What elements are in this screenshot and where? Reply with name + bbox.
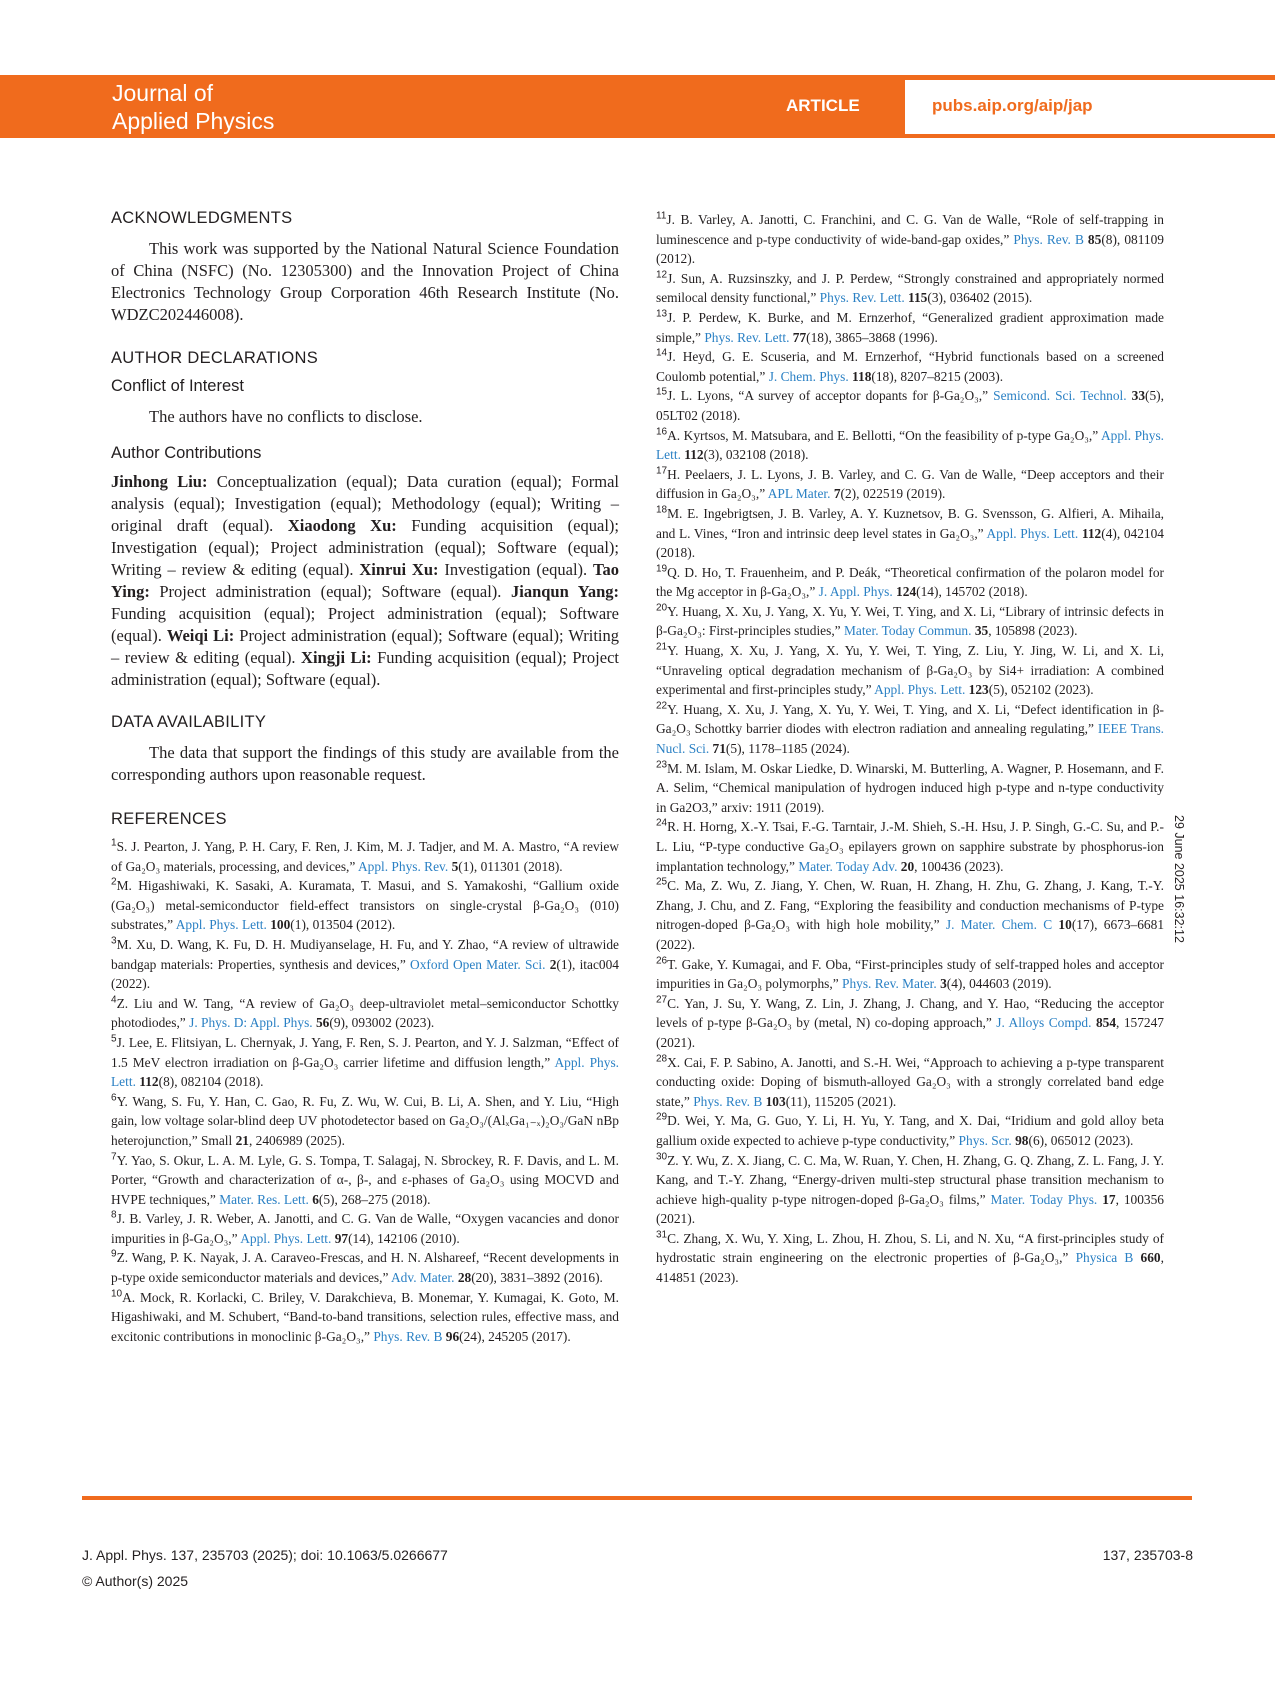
reference-number: 8	[111, 1209, 117, 1221]
reference-volume: 118	[852, 368, 872, 384]
reference-text: C. Yan, J. Su, Y. Wang, Z. Lin, J. Zhang, J. Chang, and Y. Hao, “Reducing the acceptor levels of p-type β-Ga₂O₃ by (metal, N) co-doping approach,”	[656, 995, 1164, 1031]
reference-volume: 660	[1140, 1250, 1161, 1266]
contrib-roles: Conceptualization (equal); Data curation (equal); Formal analysis (equal); Investigation (equal); Methodology (equal); Writing – original draft (equal).	[111, 472, 620, 535]
reference-item	[656, 308, 1164, 347]
reference-number: 31	[656, 1229, 668, 1241]
reference-item	[656, 759, 1164, 818]
reference-list-right	[656, 210, 1164, 1288]
reference-item	[111, 1151, 619, 1210]
reference-text: J. Lee, E. Flitsiyan, L. Chernyak, J. Yang, F. Ren, S. J. Pearton, and Y. J. Salzman, “Effect of 1.5 MeV electron irradiation on β-Ga₂O₃ carrier lifetime and diffusion length,”	[111, 1034, 619, 1070]
contrib-name: Xiaodong Xu:	[287, 516, 397, 535]
contrib-name: Jianqun Yang:	[510, 582, 619, 601]
reference-number: 2	[111, 876, 117, 888]
reference-pages: (9), 093002 (2023).	[329, 1015, 435, 1031]
ack-heading: ACKNOWLEDGMENTS	[111, 209, 293, 227]
reference-volume: 112	[1081, 525, 1102, 541]
contrib-name: Tao Ying:	[111, 560, 619, 601]
reference-pages: (1), itac004 (2022).	[111, 956, 619, 992]
reference-pages: (4), 044603 (2019).	[946, 976, 1052, 992]
reference-journal-link[interactable]: Physica B	[1075, 1250, 1141, 1266]
reference-volume: 21	[235, 1132, 249, 1148]
reference-journal-link[interactable]: Mater. Today Phys.	[990, 1191, 1103, 1207]
reference-pages: (6), 065012 (2023).	[1028, 1132, 1134, 1148]
reference-volume: 96	[445, 1328, 460, 1344]
reference-number: 17	[656, 465, 668, 477]
reference-item	[111, 837, 619, 876]
reference-number: 26	[656, 955, 668, 967]
reference-item	[111, 1033, 619, 1092]
reference-number: 10	[111, 1288, 123, 1300]
reference-volume: 7	[833, 486, 841, 502]
reference-item	[111, 1288, 619, 1347]
contrib-name: Xinrui Xu:	[359, 560, 439, 579]
reference-volume: 100	[270, 917, 291, 933]
reference-item	[111, 935, 619, 994]
reference-volume: 85	[1087, 231, 1102, 247]
reference-text: Y. Huang, X. Xu, J. Yang, X. Yu, Y. Wei, T. Ying, and X. Li, “Library of intrinsic defects in β-Ga₂O₃: First-principles studies,”	[656, 603, 1164, 639]
ack-text: This work was supported by the National Natural Science Foundation of China (NSFC) (No. 12305300) and the Innovation Project of China Electronics Technology Group Corporation 46th Research Institute (No. WDZC202446008).	[111, 239, 619, 324]
reference-text: J. Sun, A. Ruzsinszky, and J. P. Perdew, “Strongly constrained and appropriately normed semilocal density functional,”	[656, 270, 1164, 306]
reference-pages: (2), 022519 (2019).	[840, 486, 946, 502]
reference-volume: 17	[1102, 1191, 1116, 1207]
reference-journal-link[interactable]: Mater. Today Commun.	[843, 623, 975, 639]
left-column	[111, 209, 619, 1346]
contributions-heading: Author Contributions	[111, 444, 262, 462]
reference-journal-link[interactable]: Mater. Res. Lett.	[219, 1191, 313, 1207]
reference-text: J. P. Perdew, K. Burke, and M. Ernzerhof, “Generalized gradient approximation made simple,”	[656, 309, 1164, 345]
reference-pages: (11), 115205 (2021).	[785, 1093, 897, 1109]
reference-text: M. Higashiwaki, K. Sasaki, A. Kuramata, T. Masui, and S. Yamakoshi, “Gallium oxide (Ga₂O₃) metal-semiconductor field-effect transistors on single-crystal β-Ga₂O₃ (010) substrates,”	[111, 878, 619, 933]
reference-volume: 71	[712, 741, 726, 757]
reference-item	[656, 386, 1164, 425]
reference-number: 27	[656, 994, 668, 1006]
reference-volume: 5	[451, 858, 459, 874]
contrib-roles: Project administration (equal); Software (equal); Writing – review & editing (equal).	[111, 626, 619, 667]
reference-journal-link[interactable]: Appl. Phys. Rev.	[357, 858, 452, 874]
contrib-roles: Funding acquisition (equal); Project administration (equal); Software (equal).	[111, 604, 619, 645]
reference-pages: (17), 6673–6681 (2022).	[656, 917, 1165, 952]
declarations-heading: AUTHOR DECLARATIONS	[111, 349, 319, 367]
references-heading: REFERENCES	[111, 810, 227, 828]
footer-citation: J. Appl. Phys. 137, 235703 (2025); doi: 10.1063/5.0266677	[82, 1547, 448, 1563]
reference-pages: (18), 8207–8215 (2003).	[871, 368, 1004, 384]
reference-text: H. Peelaers, J. L. Lyons, J. B. Varley, and C. G. Van de Walle, “Deep acceptors and their diffusion in Ga₂O₃,”	[656, 466, 1164, 502]
data-availability-text: The data that support the findings of this study are available from the corresponding authors upon reasonable request.	[111, 743, 619, 784]
reference-journal-link[interactable]: J. Appl. Phys.	[818, 584, 897, 600]
reference-pages: (20), 3831–3892 (2016).	[471, 1270, 603, 1286]
reference-number: 1	[111, 837, 117, 849]
reference-text: M. E. Ingebrigtsen, J. B. Varley, A. Y. Kuznetsov, B. G. Svensson, G. Alfieri, A. Mihaila, and L. Vines, “Iron and intrinsic deep level states in Ga₂O₃,”	[656, 505, 1164, 541]
reference-item	[656, 426, 1164, 465]
reference-pages: , 2406989 (2025).	[248, 1132, 345, 1148]
reference-item	[111, 1209, 619, 1248]
reference-text: Y. Huang, X. Xu, J. Yang, X. Yu, Y. Wei, T. Ying, and X. Li, “Defect identification in β-Ga₂O₃ Schottky barrier diodes with electron radiation and annealing regulating,”	[656, 701, 1164, 737]
reference-item	[656, 876, 1164, 954]
reference-journal-link[interactable]: Phys. Rev. B	[1013, 231, 1088, 247]
reference-item	[656, 269, 1164, 308]
reference-text: J. B. Varley, J. R. Weber, A. Janotti, and C. G. Van de Walle, “Oxygen vacancies and donor impurities in β-Ga₂O₃,”	[111, 1211, 619, 1246]
reference-volume: 97	[334, 1230, 349, 1246]
reference-volume: 112	[684, 447, 704, 463]
reference-journal-link[interactable]: Phys. Rev. Lett.	[819, 290, 909, 306]
reference-journal-link[interactable]: APL Mater.	[767, 486, 834, 502]
reference-pages: (3), 036402 (2015).	[927, 290, 1033, 306]
contrib-name: Xingji Li:	[301, 648, 372, 667]
contrib-roles: Funding acquisition (equal); Investigation (equal); Project administration (equal); Software (equal); Writing – review & editing (equal).	[111, 516, 619, 579]
reference-journal-link[interactable]: Appl. Phys. Lett.	[240, 1230, 335, 1246]
reference-number: 4	[111, 994, 117, 1006]
reference-journal-link[interactable]: Phys. Rev. B	[693, 1093, 766, 1109]
reference-item	[111, 994, 619, 1033]
reference-volume: 20	[900, 858, 915, 874]
reference-number: 25	[656, 876, 668, 888]
reference-volume: 77	[792, 329, 807, 345]
reference-item	[656, 1229, 1164, 1288]
reference-journal-link[interactable]: Appl. Phys. Lett.	[175, 917, 271, 933]
reference-number: 16	[656, 426, 668, 438]
reference-item	[656, 563, 1164, 602]
reference-text: Y. Huang, X. Xu, J. Yang, X. Yu, Y. Wei, T. Ying, Z. Liu, Y. Jing, W. Li, and X. Li, “Unraveling optical degradation mechanism of β-Ga₂O₃ by Si4+ irradiation: A combined experimental and first-principles study,”	[656, 643, 1164, 698]
reference-journal-link[interactable]: Adv. Mater.	[391, 1270, 458, 1286]
reference-pages: (14), 145702 (2018).	[916, 584, 1028, 600]
reference-text: X. Cai, F. P. Sabino, A. Janotti, and S.-H. Wei, “Approach to achieving a p-type transparent conducting oxide: Doping of bismuth-alloyed Ga₂O₃ with a strongly correlated band edge state,”	[656, 1054, 1164, 1109]
reference-text: D. Wei, Y. Ma, G. Guo, Y. Li, H. Yu, Y. Tang, and X. Dai, “Iridium and gold alloy beta gallium oxide expected to achieve p-type conductivity,”	[656, 1113, 1164, 1148]
data-availability-heading: DATA AVAILABILITY	[111, 713, 267, 731]
reference-pages: (18), 3865–3868 (1996).	[806, 329, 938, 345]
reference-number: 3	[111, 935, 117, 947]
contrib-roles: Project administration (equal); Software (equal).	[149, 582, 511, 601]
reference-number: 30	[656, 1151, 668, 1163]
reference-item	[111, 1092, 619, 1151]
reference-journal-link[interactable]: Phys. Rev. Mater.	[842, 976, 941, 992]
reference-pages: (3), 032108 (2018).	[703, 447, 809, 463]
reference-number: 13	[656, 308, 668, 320]
reference-item	[656, 817, 1164, 876]
journal-title-line1: Journal of	[112, 80, 214, 106]
reference-item	[656, 700, 1164, 759]
reference-pages: , 100436 (2023).	[914, 858, 1004, 874]
reference-volume: 3	[940, 976, 947, 992]
reference-pages: (8), 082104 (2018).	[158, 1074, 264, 1090]
reference-text: M. M. Islam, M. Oskar Liedke, D. Winarski, M. Butterling, A. Wagner, P. Hosemann, and F. A. Selim, “Chemical manipulation of hydrogen induced high p-type and n-type conductivity in Ga2O3,” arxiv: 1911 (2019).	[656, 760, 1164, 815]
reference-text: S. J. Pearton, J. Yang, P. H. Cary, F. Ren, J. Kim, M. J. Tadjer, and M. A. Mastro, “A review of Ga₂O₃ materials, processing, and devices,”	[111, 839, 619, 874]
reference-item	[111, 876, 619, 935]
reference-pages: (1), 013504 (2012).	[290, 917, 396, 933]
reference-volume: 6	[312, 1191, 319, 1207]
reference-pages: (4), 042104 (2018).	[656, 525, 1165, 561]
reference-journal-link[interactable]: Semicond. Sci. Technol.	[993, 388, 1132, 404]
reference-item	[656, 641, 1164, 700]
reference-volume: 854	[1095, 1015, 1117, 1031]
reference-item	[656, 1151, 1164, 1229]
reference-text: Q. D. Ho, T. Frauenheim, and P. Deák, “Theoretical confirmation of the polaron model for the Mg acceptor in β-Ga₂O₃,”	[656, 564, 1164, 600]
reference-journal-link[interactable]: Appl. Phys. Lett.	[986, 525, 1082, 541]
reference-journal-link[interactable]: Mater. Today Adv.	[798, 858, 901, 874]
reference-volume: 124	[896, 584, 917, 600]
reference-number: 11	[656, 210, 667, 222]
reference-journal-link[interactable]: Appl. Phys. Lett.	[111, 1054, 619, 1090]
reference-text: A. Kyrtsos, M. Matsubara, and E. Bellotti, “On the feasibility of p-type Ga₂O₃,”	[667, 427, 1101, 443]
reference-pages: (5), 052102 (2023).	[988, 682, 1094, 698]
reference-volume: 2	[549, 956, 557, 972]
reference-text: Y. Wang, S. Fu, Y. Han, C. Gao, R. Fu, Z. Wu, W. Cui, B. Li, A. Shen, and Y. Liu, “High gain, low voltage solar-blind deep UV photodetector based on Ga₂O₃/(AlₓGa₁₋ₓ)₂O₃/GaN nBp heterojunction,” Small	[111, 1093, 619, 1148]
footer-page-number: 137, 235703-8	[1102, 1547, 1193, 1563]
reference-text: C. Zhang, X. Wu, Y. Xing, L. Zhou, H. Zhou, S. Li, and N. Xu, “A first-principles study of hydrostatic strain engineering on the electronic properties of β-Ga₂O₃,”	[656, 1230, 1164, 1266]
reference-number: 15	[656, 386, 668, 398]
reference-number: 24	[656, 817, 668, 829]
footer-copyright: © Author(s) 2025	[82, 1573, 189, 1589]
reference-item	[656, 1111, 1164, 1150]
reference-item	[656, 504, 1164, 563]
reference-journal-link[interactable]: J. Mater. Chem. C	[945, 917, 1059, 933]
reference-pages: (24), 245205 (2017).	[459, 1328, 571, 1344]
reference-text: Y. Yao, S. Okur, L. A. M. Lyle, G. S. Tompa, T. Salagaj, N. Sbrockey, R. F. Davis, and L. M. Porter, “Growth and characterization of α-, β-, and ε-phases of Ga₂O₃ using MOCVD and HVPE techniques,”	[111, 1152, 619, 1207]
journal-url-link[interactable]: pubs.aip.org/aip/jap	[932, 96, 1093, 115]
reference-text: J. B. Varley, A. Janotti, C. Franchini, and C. G. Van de Walle, “Role of self-trapping in luminescence and p-type conductivity of wide-band-gap oxides,”	[656, 212, 1164, 247]
reference-pages: , 100356 (2021).	[656, 1191, 1164, 1227]
reference-number: 14	[656, 347, 668, 359]
reference-journal-link[interactable]: Oxford Open Mater. Sci.	[410, 956, 550, 972]
reference-number: 12	[656, 269, 668, 281]
reference-pages: , 414851 (2023).	[656, 1250, 1164, 1286]
reference-number: 28	[656, 1053, 668, 1065]
reference-journal-link[interactable]: Appl. Phys. Lett.	[656, 427, 1164, 463]
article-label: ARTICLE	[786, 96, 860, 115]
reference-volume: 35	[974, 623, 989, 639]
reference-number: 18	[656, 504, 668, 516]
reference-item	[656, 994, 1164, 1053]
reference-journal-link[interactable]: Phys. Rev. Lett.	[704, 329, 793, 345]
reference-number: 9	[111, 1249, 117, 1260]
reference-journal-link[interactable]: Phys. Scr.	[958, 1132, 1016, 1148]
reference-journal-link[interactable]: IEEE Trans. Nucl. Sci.	[656, 721, 1164, 757]
reference-volume: 115	[908, 290, 928, 306]
reference-volume: 98	[1015, 1132, 1029, 1148]
reference-number: 22	[656, 700, 668, 712]
download-timestamp: 29 June 2025 16:32:12	[1172, 815, 1186, 943]
reference-text: T. Gake, Y. Kumagai, and F. Oba, “First-principles study of self-trapped holes and acceptor impurities in Ga₂O₃ polymorphs,”	[656, 956, 1164, 992]
reference-text: Z. Y. Wu, Z. X. Jiang, C. C. Ma, W. Ruan, Y. Chen, H. Zhang, G. Q. Zhang, Z. L. Fang, J. Y. Kang, and T.-Y. Zhang, “Energy-driven multi-step structural phase transition mechanism to achieve high-quality p-type nitrogen-doped β-Ga₂O₃ films,”	[656, 1152, 1164, 1207]
reference-text: A. Mock, R. Korlacki, C. Briley, V. Darakchieva, B. Monemar, Y. Kumagai, K. Goto, M. Higashiwaki, and M. Schubert, “Band-to-band transitions, selection rules, effective mass, and excitonic contributions in monoclinic β-Ga₂O₃,”	[111, 1289, 619, 1344]
reference-text: C. Ma, Z. Wu, Z. Jiang, Y. Chen, W. Ruan, H. Zhang, H. Zhu, G. Zhang, J. Kang, T.-Y. Zhang, J. Chu, and Z. Fang, “Exploring the feasibility and conduction mechanisms of P-type nitrogen-doped β-Ga₂O₃ with high hole mobility,”	[656, 878, 1164, 933]
reference-volume: 56	[315, 1015, 330, 1031]
reference-journal-link[interactable]: Appl. Phys. Lett.	[874, 682, 969, 698]
reference-number: 19	[656, 563, 668, 575]
footer-rule	[82, 1496, 1192, 1500]
reference-pages: (1), 011301 (2018).	[458, 858, 563, 874]
reference-pages: (5), 268–275 (2018).	[318, 1191, 431, 1207]
reference-volume: 112	[139, 1074, 159, 1090]
reference-journal-link[interactable]: J. Chem. Phys.	[768, 368, 853, 384]
reference-journal-link[interactable]: Phys. Rev. B	[373, 1328, 446, 1344]
conflict-heading: Conflict of Interest	[111, 377, 244, 395]
reference-volume: 123	[968, 682, 989, 698]
reference-journal-link[interactable]: J. Phys. D: Appl. Phys.	[189, 1015, 316, 1031]
reference-volume: 103	[765, 1093, 786, 1109]
journal-title[interactable]	[112, 79, 274, 135]
contrib-name: Weiqi Li:	[166, 626, 235, 645]
reference-text: Z. Wang, P. K. Nayak, J. A. Caraveo-Frescas, and H. N. Alshareef, “Recent developments in p-type oxide semiconductor materials and devices,”	[111, 1250, 619, 1286]
reference-item	[111, 1248, 619, 1287]
contrib-name: Jinhong Liu:	[111, 472, 208, 491]
journal-title-line2: Applied Physics	[112, 108, 275, 134]
reference-number: 5	[111, 1033, 117, 1045]
reference-pages: , 105898 (2023).	[988, 623, 1078, 639]
reference-pages: (5), 1178–1185 (2024).	[725, 741, 850, 757]
reference-item	[656, 955, 1164, 994]
reference-item	[656, 1053, 1164, 1112]
reference-item	[656, 465, 1164, 504]
reference-volume: 10	[1058, 917, 1072, 933]
contrib-roles: Investigation (equal).	[438, 560, 593, 579]
reference-volume: 33	[1131, 388, 1146, 404]
reference-number: 7	[111, 1151, 117, 1163]
reference-journal-link[interactable]: J. Alloys Compd.	[996, 1015, 1096, 1031]
reference-volume: 28	[457, 1270, 472, 1286]
reference-item	[656, 347, 1164, 386]
reference-pages: (14), 142106 (2010).	[348, 1230, 460, 1246]
reference-number: 20	[656, 602, 668, 614]
reference-text: J. L. Lyons, “A survey of acceptor dopants for β-Ga₂O₃,”	[667, 388, 994, 404]
reference-item	[656, 602, 1164, 641]
reference-number: 29	[656, 1111, 668, 1123]
contributions-text	[111, 471, 619, 691]
conflict-text: The authors have no conflicts to disclose.	[149, 407, 423, 426]
contrib-roles: Funding acquisition (equal); Project administration (equal); Software (equal).	[111, 648, 619, 689]
reference-pages: (5), 05LT02 (2018).	[656, 388, 1164, 423]
reference-number: 6	[111, 1092, 117, 1104]
reference-list-left	[111, 837, 619, 1346]
reference-text: J. Heyd, G. E. Scuseria, and M. Ernzerhof, “Hybrid functionals based on a screened Coulomb potential,”	[656, 349, 1164, 384]
reference-pages: (8), 081109 (2012).	[656, 231, 1164, 267]
reference-text: Z. Liu and W. Tang, “A review of Ga₂O₃ deep-ultraviolet metal–semiconductor Schottky photodiodes,”	[111, 995, 619, 1031]
reference-number: 23	[656, 759, 668, 771]
reference-pages: , 157247 (2021).	[656, 1015, 1164, 1050]
reference-number: 21	[656, 641, 668, 653]
reference-item	[656, 210, 1164, 269]
reference-text: M. Xu, D. Wang, K. Fu, D. H. Mudiyanselage, H. Fu, and Y. Zhao, “A review of ultrawide bandgap materials: Properties, synthesis and devices,”	[111, 936, 619, 972]
reference-text: R. H. Horng, X.-Y. Tsai, F.-G. Tarntair, J.-M. Shieh, S.-H. Hsu, J. P. Singh, G.-C. Su, and P.-L. Liu, “P-type conductive Ga₂O₃ epilayers grown on sapphire substrate by phosphorus-ion implantation technology,”	[656, 819, 1164, 874]
